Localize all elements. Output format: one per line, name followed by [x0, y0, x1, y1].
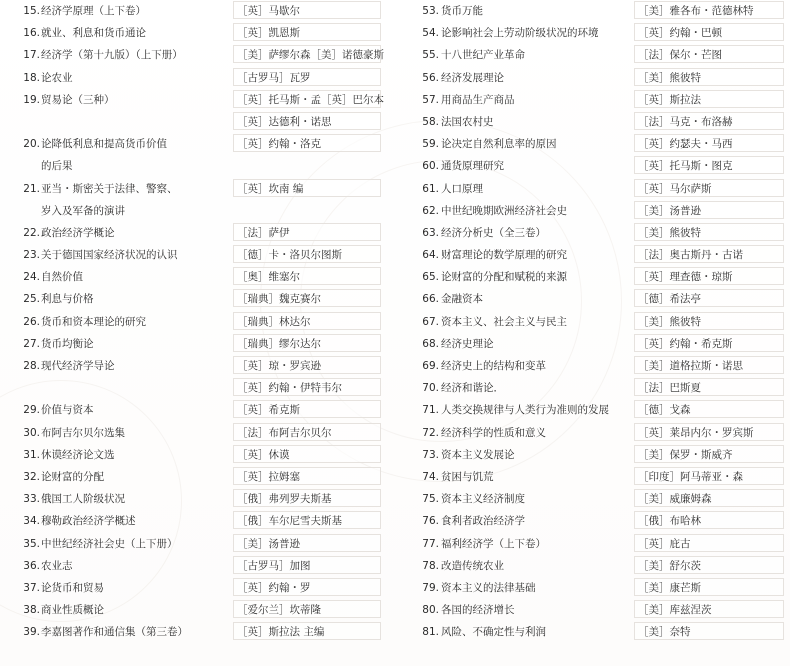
book-author: ［美］汤普逊: [634, 201, 784, 219]
item-number: 15.: [23, 5, 40, 17]
book-list-item: [0, 222, 395, 244]
book-author: ［美］雅各布・范德林特: [634, 1, 784, 19]
book-list-item: [0, 333, 395, 355]
item-number: 30.: [23, 426, 40, 439]
book-list-item: [395, 133, 790, 155]
book-list-item: [395, 510, 790, 532]
book-author: ［美］汤普逊: [233, 534, 381, 552]
book-list-item: [0, 111, 395, 133]
item-number: 53.: [422, 5, 439, 17]
item-number: 16.: [23, 27, 40, 40]
book-title: 经济发展理论: [441, 71, 504, 84]
book-list-item: [0, 377, 395, 399]
right-column: [395, 0, 790, 643]
book-author: ［英］斯拉法 主编: [233, 622, 381, 640]
book-title: 休谟经济论文选: [41, 448, 115, 461]
item-number: 33.: [23, 493, 40, 506]
book-list-item: [395, 111, 790, 133]
item-number: 25.: [23, 293, 40, 306]
book-title: 资本主义经济制度: [441, 493, 525, 506]
item-number: 74.: [422, 470, 439, 483]
book-title: 经济学原理（上下卷）: [41, 5, 146, 17]
item-number: 36.: [23, 559, 40, 572]
book-title: 政治经济学概论: [41, 226, 115, 239]
book-title: 贸易论（三种）: [41, 93, 115, 106]
book-author: ［古罗马］加图: [233, 556, 381, 574]
book-title: 论财富的分配和赋税的来源: [441, 271, 567, 284]
book-list-item: [395, 155, 790, 177]
item-number: 22.: [23, 226, 40, 239]
book-list-item: [0, 355, 395, 377]
book-author: ［英］约翰・罗: [233, 578, 381, 596]
item-number: 75.: [422, 493, 439, 506]
item-number: 31.: [23, 448, 40, 461]
item-number: 38.: [23, 604, 40, 617]
book-author: ［英］庇古: [634, 534, 784, 552]
book-author: ［瑞典］缪尔达尔: [233, 334, 381, 352]
book-list-item: [395, 266, 790, 288]
book-author: ［美］威廉姆森: [634, 489, 784, 507]
book-author: ［法］巴斯夏: [634, 378, 784, 396]
book-author: ［英］斯拉法: [634, 90, 784, 108]
item-number: 68.: [422, 337, 439, 350]
book-author: ［奥］维塞尔: [233, 267, 381, 285]
book-title: 论财富的分配: [41, 470, 104, 483]
book-title: 的后果: [41, 160, 73, 173]
book-list-item: [0, 266, 395, 288]
book-title: 俄国工人阶级状况: [41, 493, 125, 506]
book-list-item: [0, 67, 395, 89]
book-author: ［德］卡・洛贝尔图斯: [233, 245, 381, 263]
book-title: 货币均衡论: [41, 337, 94, 350]
item-number: 56.: [422, 71, 439, 84]
book-author: ［英］莱昂内尔・罗宾斯: [634, 423, 784, 441]
book-author: ［爱尔兰］坎蒂隆: [233, 600, 381, 618]
item-number: 76.: [422, 515, 439, 528]
item-number: 26.: [23, 315, 40, 328]
book-list-item: [395, 89, 790, 111]
book-list-item: [395, 599, 790, 621]
item-number: 23.: [23, 249, 40, 262]
item-number: 62.: [422, 204, 439, 217]
book-title: 自然价值: [41, 271, 83, 284]
item-number: 39.: [23, 626, 40, 639]
item-number: 59.: [422, 138, 439, 151]
item-number: 73.: [422, 448, 439, 461]
book-title: 贫困与饥荒: [441, 470, 494, 483]
book-list-item: [0, 599, 395, 621]
book-author: ［德］戈森: [634, 400, 784, 418]
book-list-item: [395, 377, 790, 399]
item-number: 57.: [422, 93, 439, 106]
book-author: ［俄］弗列罗夫斯基: [233, 489, 381, 507]
book-author: ［俄］布哈林: [634, 511, 784, 529]
book-list-item: [395, 333, 790, 355]
book-author: ［美］道格拉斯・诺思: [634, 356, 784, 374]
book-author: ［美］奈特: [634, 622, 784, 640]
book-title: 经济史理论: [441, 337, 494, 350]
book-list-item: [395, 488, 790, 510]
book-title: 商业性质概论: [41, 604, 104, 617]
book-author: ［英］达德利・诺思: [233, 112, 381, 130]
book-list-item: [0, 311, 395, 333]
book-author: ［美］舒尔茨: [634, 556, 784, 574]
book-list-item: [395, 621, 790, 643]
book-author: ［法］马克・布洛赫: [634, 112, 784, 130]
item-number: 78.: [422, 559, 439, 572]
book-title: 论农业: [41, 71, 73, 84]
book-list-item: [0, 488, 395, 510]
book-author: ［瑞典］林达尔: [233, 312, 381, 330]
item-number: 55.: [422, 49, 439, 62]
book-title: 货币万能: [441, 5, 483, 17]
book-list-item: [0, 577, 395, 599]
item-number: 66.: [422, 293, 439, 306]
book-list-item: [395, 200, 790, 222]
book-author: ［英］约翰・伊特韦尔: [233, 378, 381, 396]
book-title: 财富理论的数学原理的研究: [441, 249, 567, 262]
book-title: 经济和谐论．: [441, 382, 504, 395]
book-author: ［英］约翰・希克斯: [634, 334, 784, 352]
book-title: 食利者政治经济学: [441, 515, 525, 528]
book-title: 福利经济学（上下卷）: [441, 537, 546, 550]
book-author: ［英］马尔萨斯: [634, 179, 784, 197]
item-number: 54.: [422, 27, 439, 40]
book-title: 关于德国国家经济状况的认识: [41, 249, 178, 262]
book-author: ［英］约翰・巴顿: [634, 23, 784, 41]
book-title: 穆勒政治经济学概述: [41, 515, 136, 528]
book-list-item: [0, 200, 395, 222]
item-number: 17.: [23, 49, 40, 62]
book-list-item: [395, 22, 790, 44]
book-title: 岁入及军备的演讲: [41, 204, 125, 217]
book-title: 布阿吉尔贝尔选集: [41, 426, 125, 439]
book-title: 中世纪经济社会史（上下册）: [41, 537, 178, 550]
book-author: ［德］希法亭: [634, 289, 784, 307]
book-author: ［法］萨伊: [233, 223, 381, 241]
book-title: 法国农村史: [441, 115, 494, 128]
book-author: ［美］熊彼特: [634, 223, 784, 241]
book-list-item: [395, 44, 790, 66]
book-list-item: [395, 0, 790, 22]
book-title: 各国的经济增长: [441, 604, 515, 617]
book-title: 用商品生产商品: [441, 93, 515, 106]
book-title: 就业、利息和货币通论: [41, 27, 146, 40]
book-author: ［英］托马斯・图克: [634, 156, 784, 174]
book-list-item: [0, 22, 395, 44]
item-number: 79.: [422, 581, 439, 594]
book-list-item: [395, 555, 790, 577]
book-author: ［美］熊彼特: [634, 68, 784, 86]
book-title: 经济学（第十九版）（上下册）: [41, 49, 183, 62]
item-number: 27.: [23, 337, 40, 350]
book-author: ［英］托马斯・孟［英］巴尔本: [233, 90, 381, 108]
book-list-item: [395, 577, 790, 599]
left-column: [0, 0, 395, 643]
item-number: 77.: [422, 537, 439, 550]
book-list-item: [0, 466, 395, 488]
book-author: ［英］约瑟夫・马西: [634, 134, 784, 152]
book-list-item: [395, 355, 790, 377]
item-number: 70.: [422, 382, 439, 395]
book-title: 中世纪晚期欧洲经济社会史: [441, 204, 567, 217]
book-list-item: [0, 422, 395, 444]
book-title: 金融资本: [441, 293, 483, 306]
book-title: 人口原理: [441, 182, 483, 195]
book-list-item: [0, 178, 395, 200]
item-number: 72.: [422, 426, 439, 439]
book-title: 风险、不确定性与利润: [441, 626, 546, 639]
item-number: 21.: [23, 182, 40, 195]
book-author: ［美］库兹涅茨: [634, 600, 784, 618]
item-number: 32.: [23, 470, 40, 483]
book-list-item: [0, 0, 395, 22]
book-author: ［美］康芒斯: [634, 578, 784, 596]
book-list-item: [395, 244, 790, 266]
book-list-item: [0, 621, 395, 643]
book-list-item: [0, 510, 395, 532]
book-title: 李嘉图著作和通信集（第三卷）: [41, 626, 188, 639]
book-author: ［英］坎南 编: [233, 179, 381, 197]
item-number: 37.: [23, 581, 40, 594]
book-author: ［英］理查德・琼斯: [634, 267, 784, 285]
book-title: 经济科学的性质和意义: [441, 426, 546, 439]
book-title: 资本主义的法律基础: [441, 581, 536, 594]
book-title: 论货币和贸易: [41, 581, 104, 594]
book-title: 经济史上的结构和变革: [441, 360, 546, 372]
book-list-item: [395, 67, 790, 89]
book-list-item: [0, 44, 395, 66]
item-number: 18.: [23, 71, 40, 84]
book-list-item: [395, 466, 790, 488]
book-list-item: [0, 89, 395, 111]
book-title: 亚当・斯密关于法律、警察、: [41, 182, 178, 195]
book-author: ［瑞典］魏克赛尔: [233, 289, 381, 307]
book-author: ［英］约翰・洛克: [233, 134, 381, 152]
book-title: 现代经济学导论: [41, 360, 115, 372]
book-author: ［英］拉姆塞: [233, 467, 381, 485]
item-number: 65.: [422, 271, 439, 284]
book-title: 论决定自然利息率的原因: [441, 138, 557, 151]
book-list-item: [395, 399, 790, 421]
book-list-item: [0, 288, 395, 310]
item-number: 63.: [422, 226, 439, 239]
book-title: 论降低利息和提高货币价值: [41, 138, 167, 151]
item-number: 60.: [422, 160, 439, 173]
item-number: 81.: [422, 626, 439, 639]
book-title: 改造传统农业: [441, 559, 504, 572]
item-number: 69.: [422, 360, 439, 372]
item-number: 28.: [23, 360, 40, 372]
book-title: 资本主义、社会主义与民主: [441, 315, 567, 328]
book-list-item: [395, 533, 790, 555]
item-number: 64.: [422, 249, 439, 262]
book-author: ［英］凯恩斯: [233, 23, 381, 41]
book-author: ［英］休谟: [233, 445, 381, 463]
item-number: 20.: [23, 138, 40, 151]
book-author: ［法］奥古斯丹・古诺: [634, 245, 784, 263]
book-author: ［美］萨缪尔森［美］诺德豪斯: [233, 45, 381, 63]
book-title: 十八世纪产业革命: [441, 49, 525, 62]
book-list-item: [0, 555, 395, 577]
book-author: ［英］希克斯: [233, 400, 381, 418]
book-list-item: [395, 444, 790, 466]
book-author: ［印度］阿马蒂亚・森: [634, 467, 784, 485]
book-title: 人类交换规律与人类行为准则的发展: [441, 404, 609, 417]
book-author: ［美］熊彼特: [634, 312, 784, 330]
book-list-item: [395, 178, 790, 200]
book-title: 利息与价格: [41, 293, 94, 306]
book-list-item: [395, 422, 790, 444]
book-title: 通货原理研究: [441, 160, 504, 173]
book-list-item: [0, 155, 395, 177]
book-list-item: [0, 133, 395, 155]
item-number: 34.: [23, 515, 40, 528]
book-list-item: [0, 399, 395, 421]
book-author: ［英］马歇尔: [233, 1, 381, 19]
book-author: ［美］保罗・斯威齐: [634, 445, 784, 463]
book-author: ［英］琼・罗宾逊: [233, 356, 381, 374]
book-title: 经济分析史（全三卷）: [441, 226, 546, 239]
book-author: ［法］保尔・芒图: [634, 45, 784, 63]
book-list-item: [395, 311, 790, 333]
book-list-item: [0, 244, 395, 266]
book-list-item: [0, 444, 395, 466]
item-number: 80.: [422, 604, 439, 617]
item-number: 19.: [23, 93, 40, 106]
item-number: 71.: [422, 404, 439, 417]
book-title: 农业志: [41, 559, 73, 572]
item-number: 29.: [23, 404, 40, 417]
book-list-item: [395, 222, 790, 244]
item-number: 58.: [422, 115, 439, 128]
book-title: 论影响社会上劳动阶级状况的环境: [441, 27, 599, 40]
item-number: 67.: [422, 315, 439, 328]
item-number: 35.: [23, 537, 40, 550]
book-title: 资本主义发展论: [441, 448, 515, 461]
book-author: ［古罗马］瓦罗: [233, 68, 381, 86]
book-list-item: [0, 533, 395, 555]
item-number: 61.: [422, 182, 439, 195]
book-title: 价值与资本: [41, 404, 94, 417]
book-list-item: [395, 288, 790, 310]
item-number: 24.: [23, 271, 40, 284]
book-title: 货币和资本理论的研究: [41, 315, 146, 328]
book-author: ［法］布阿吉尔贝尔: [233, 423, 381, 441]
book-author: ［俄］车尔尼雪夫斯基: [233, 511, 381, 529]
